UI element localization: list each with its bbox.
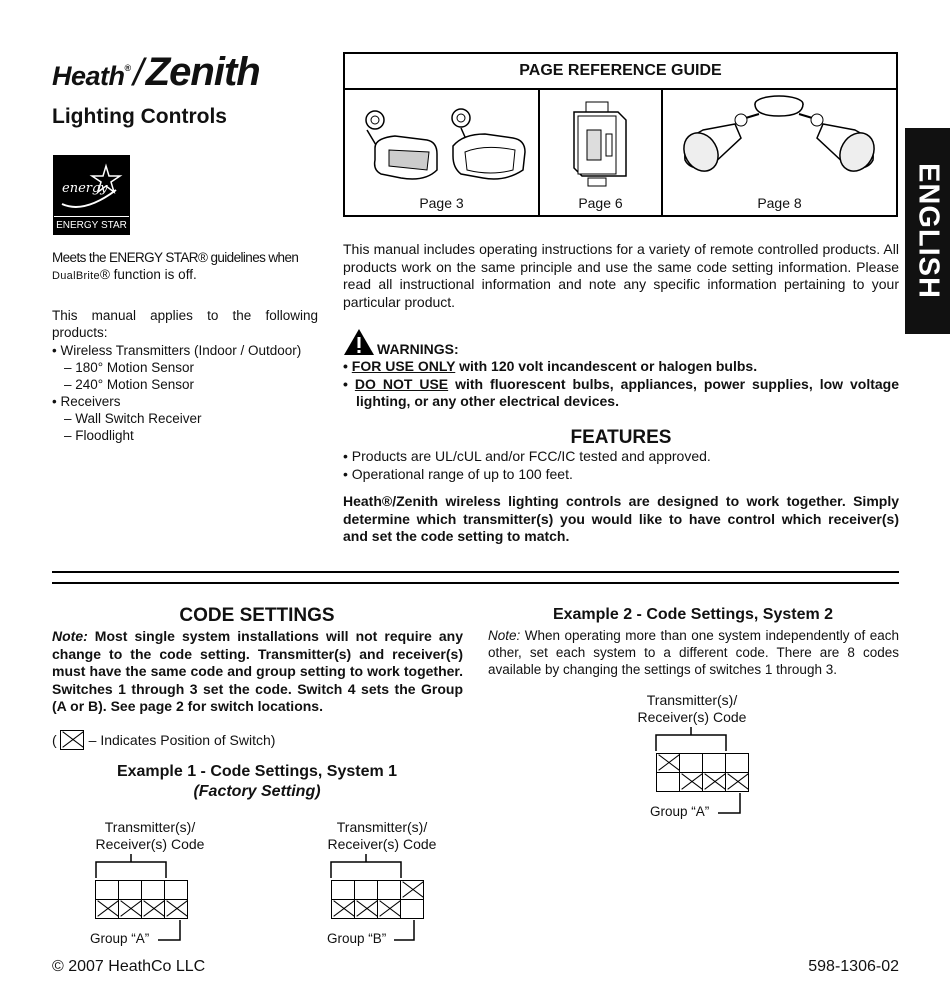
group-a-label: Group “A”: [90, 931, 150, 946]
warning-item: • DO NOT USE with fluorescent bulbs, appliances, power supplies, low voltage lighting, or any other electrical devices.: [343, 375, 900, 409]
floodlight-illustration: [663, 90, 896, 190]
example2-note: Note: When operating more than one system independently of each other, set each system to a different code. There are 8 codes available by changing the settings of switches 1 through 3.: [488, 628, 899, 677]
page-ref-label: Page 3: [419, 195, 464, 211]
page-ref-label: Page 6: [578, 195, 623, 211]
list-item: • Wireless Transmitters (Indoor / Outdoor): [52, 343, 302, 358]
group-a-label: Group “A”: [650, 804, 710, 819]
list-item: – Wall Switch Receiver: [64, 411, 202, 426]
energy-star-logo: [53, 155, 130, 235]
motion-sensor-illustration: [345, 90, 538, 190]
wall-switch-illustration: [540, 90, 661, 190]
copyright: © 2007 HeathCo LLC: [52, 958, 206, 975]
part-number: 598-1306-02: [808, 958, 899, 975]
list-item: – Floodlight: [64, 428, 134, 443]
energy-note: Meets the ENERGY STAR® guidelines when DualBrite® function is off.: [52, 250, 299, 282]
energy-star-label: ENERGY STAR: [54, 217, 129, 234]
energy-script: energy: [62, 181, 108, 196]
reference-cell-motion-sensor: [345, 90, 540, 217]
example2-title: Example 2 - Code Settings, System 2: [552, 606, 834, 623]
code-settings-heading: CODE SETTINGS: [179, 605, 335, 626]
group-bracket: [712, 791, 752, 819]
page-ref-label: Page 8: [757, 195, 802, 211]
group-bracket: [150, 918, 190, 946]
warnings-section: [343, 328, 899, 411]
code-bracket: [92, 852, 172, 882]
warning-item: • FOR USE ONLY with 120 volt incandescent or halogen bulbs.: [343, 358, 758, 374]
reference-cell-wall-switch: [540, 90, 663, 217]
intro-paragraph: This manual includes operating instructions for a variety of remote controlled products. All products work on the same principle and use the same code setting information. Please read all instructional information and note any specific information pertaining to your particular product.: [343, 241, 899, 310]
language-tab: ENGLISH: [905, 128, 950, 334]
switch-legend: ( – Indicates Position of Switch): [52, 732, 276, 748]
list-item: • Products are UL/cUL and/or FCC/IC tested and approved.: [343, 448, 711, 464]
applies-list: [52, 342, 301, 444]
switch-diagram-group-b: [331, 880, 424, 919]
code-settings-note: Note: Most single system installations will not require any change to the code setting. Transmitter(s) and receiver(s) must have the same code and group setting to work together. Switches 1 through 3 set the code. Switch 4 sets the Group (A or B). See page 2 for switch locations.: [52, 628, 463, 714]
warnings-title: WARNINGS:: [377, 341, 459, 357]
group-bracket: [388, 918, 428, 946]
list-item: • Receivers: [52, 394, 121, 409]
list-item: – 180° Motion Sensor: [64, 360, 194, 375]
group-b-label: Group “B”: [327, 931, 387, 946]
page-reference-guide: [343, 52, 898, 217]
features-heading: FEATURES: [570, 427, 672, 448]
reference-cell-floodlight: [663, 90, 896, 217]
features-summary: Heath®/Zenith wireless lighting controls are designed to work together. Simply determine which transmitter(s) you would like to have control which receiver(s) and set the code setting to match.: [343, 493, 899, 544]
example1-subtitle: (Factory Setting): [193, 783, 321, 800]
brand-subtitle: Lighting Controls: [52, 105, 227, 128]
diagram-label: Transmitter(s)/ Receiver(s) Code: [637, 692, 747, 725]
applies-intro: This manual applies to the following products:: [52, 308, 318, 340]
list-item: • Operational range of up to 100 feet.: [343, 465, 573, 482]
section-divider: [52, 582, 899, 584]
switch-diagram-system-2: [656, 753, 749, 792]
warning-icon: [343, 328, 375, 356]
list-item: – 240° Motion Sensor: [64, 377, 194, 392]
switch-x-icon: [60, 731, 83, 750]
heath-zenith-logo: Heath®/Zenith: [52, 50, 260, 94]
code-bracket: [327, 852, 407, 882]
reference-guide-title: PAGE REFERENCE GUIDE: [345, 54, 896, 90]
code-bracket: [652, 725, 732, 755]
diagram-label: Transmitter(s)/ Receiver(s) Code: [95, 819, 205, 852]
switch-diagram-group-a: [95, 880, 188, 919]
section-divider: [52, 571, 899, 573]
diagram-label: Transmitter(s)/ Receiver(s) Code: [327, 819, 437, 852]
example1-title: Example 1 - Code Settings, System 1: [116, 763, 398, 780]
features-list: [343, 448, 899, 483]
